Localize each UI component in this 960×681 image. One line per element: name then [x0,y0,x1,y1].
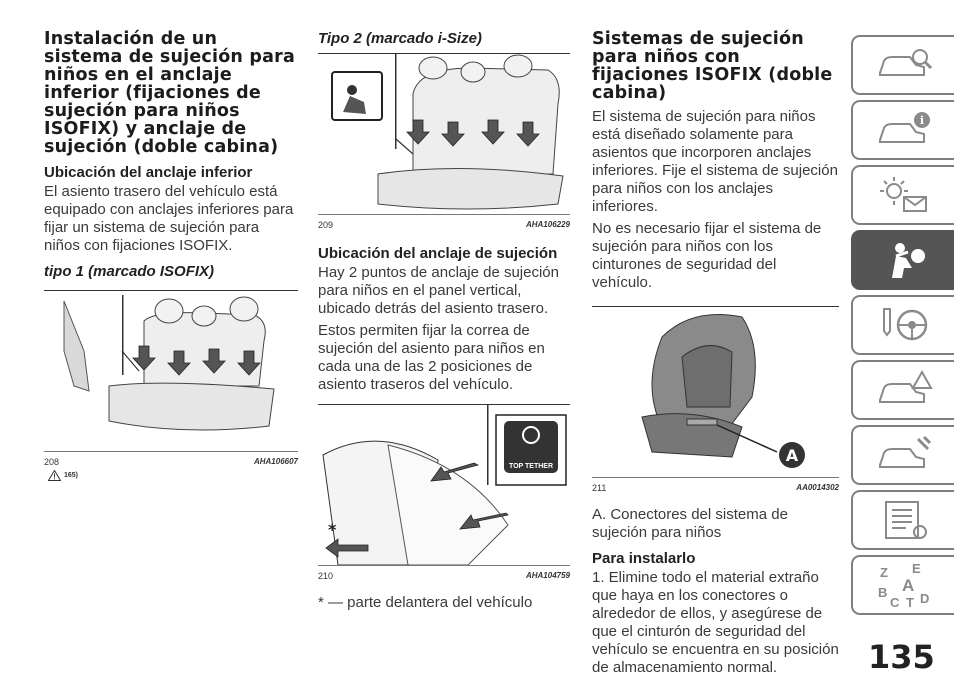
figure-208-caption [44,454,298,470]
column-3 [592,30,839,681]
index-letters-icon [874,561,934,609]
car-service-icon [874,433,934,477]
paragraph-system-2: No es necesario fijar el sistema de sujeción para niños con los cinturones de seguridad del vehículo. [592,220,822,291]
subheading-tether-anchor: Ubicación del anclaje de sujeción [318,245,558,262]
figure-208 [44,290,298,452]
figure-code: AHA104759 [525,571,570,580]
tab-car-info[interactable] [851,100,954,160]
child-seat-illustration [592,307,839,477]
warning-reference [48,470,298,481]
figure-code: AHA106229 [525,220,570,229]
paragraph-tether-1: Hay 2 puntos de anclaje de sujeción para niños en el panel vertical, ubicado detrás del asiento trasero. [318,264,559,317]
isize-seat-illustration [318,54,570,214]
airbag-seat-icon [874,238,934,282]
column-2 [318,30,570,616]
figure-211 [592,306,839,478]
warning-lights-icon [874,173,934,217]
column-1 [44,30,298,481]
index-letter: B [877,585,887,600]
chapter-tabs [851,35,954,620]
subheading-install: Para instalarlo [592,550,696,567]
section-title-isofix-systems: Sistemas de sujeción para niños con fijaciones ISOFIX (doble cabina) [592,29,833,103]
warning-ref-text: 165) [64,472,79,479]
car-hazard-icon [874,368,934,412]
type1-heading: tipo 1 (marcado ISOFIX) [44,263,215,280]
figure-number: 209 [318,220,334,230]
tab-car-service[interactable] [851,425,954,485]
figure-209 [318,53,570,215]
index-letter: T [905,595,914,609]
figure-210 [318,404,570,566]
car-magnifier-icon [874,43,934,87]
figure-209-caption [318,217,570,233]
index-letter: C [889,595,899,609]
paragraph-tether-2: Estos permiten fijar la correa de sujeción del asiento para niños en cada una de las 2 posiciones de asiento traseros del vehículo. [318,322,545,393]
subheading-lower-anchor: Ubicación del anclaje inferior [44,164,253,181]
figure-number: 211 [592,483,607,493]
figure-210-caption [318,568,570,584]
tab-index[interactable] [851,555,954,615]
rear-seat-isofix-illustration [44,291,298,451]
warning-triangle-icon [48,470,61,481]
paragraph-lower-anchor: El asiento trasero del vehículo está equipado con anclajes inferiores para fijar un sistema de sujeción para niños con fijaciones ISOFIX. [44,183,294,254]
front-asterisk: * [328,520,337,539]
caption-connectors: A. Conectores del sistema de sujeción para niños [592,506,788,541]
key-steering-wheel-icon [874,303,934,347]
specifications-list-icon [874,498,934,542]
figure-code: AHA106607 [253,457,298,466]
tab-warning-lights[interactable] [851,165,954,225]
figure-code: AA0014302 [796,483,839,492]
index-letter: Z [879,565,888,580]
svg-text:i: i [919,114,924,127]
paragraph-system-1: El sistema de sujeción para niños está diseñado solamente para asientos que incorporen anclajes inferiores. Fije el sistema de sujeción para niños con los anclajes inferiores. [592,108,838,215]
index-letter: A [901,576,914,595]
page-number: 135 [868,638,935,676]
section-title-isofix-install: Instalación de un sistema de sujeción para niños en el anclaje inferior (fijaciones de sujeción para niños ISOFIX) y anclaje de sujeción (doble cabina) [44,29,295,157]
install-step-1: 1. Elimine todo el material extraño que haya en los conectores o alrededor de ellos, y asegúrese de que el cinturón de seguridad del vehículo se encuentra en su posición de almacenamiento normal. [592,569,839,676]
footnote-front: * — parte delantera del vehículo [318,594,533,611]
callout-a-label: A [785,446,799,465]
type2-heading: Tipo 2 (marcado i-Size) [318,30,482,47]
tab-key-steering[interactable] [851,295,954,355]
tab-car-magnifier[interactable] [851,35,954,95]
figure-number: 208 [44,457,60,467]
index-letter: E [911,561,921,576]
car-info-icon [874,108,934,152]
top-tether-illustration [318,405,570,565]
index-letter: D [919,591,929,606]
top-tether-label: TOP TETHER [508,463,554,470]
tab-car-hazard[interactable] [851,360,954,420]
tab-specifications[interactable] [851,490,954,550]
figure-number: 210 [318,571,334,581]
tab-airbag-seat[interactable] [851,230,954,290]
figure-211-caption [592,480,839,496]
